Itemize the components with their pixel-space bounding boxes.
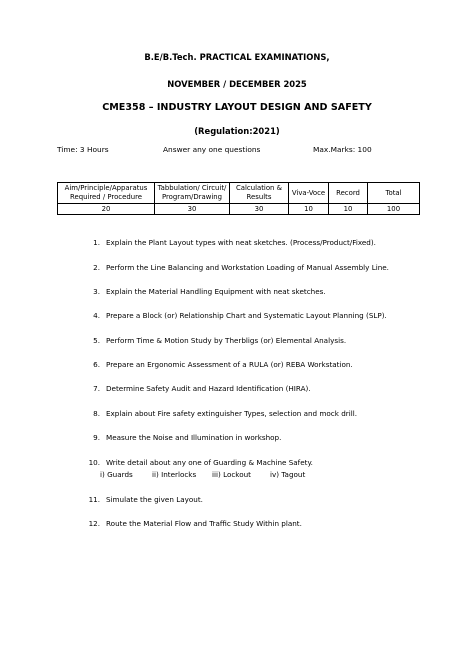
- question-4: [86, 311, 387, 320]
- header-cell-record: Record: [329, 183, 368, 204]
- marks-aim: 20: [58, 204, 155, 215]
- header-cell-total: Total: [368, 183, 420, 204]
- option-guards: i) Guards: [100, 470, 133, 479]
- option-interlocks: ii) Interlocks: [152, 470, 197, 479]
- option-lockout: iii) Lockout: [212, 470, 251, 479]
- table-header-row: [58, 183, 420, 204]
- question-text: Write detail about any one of Guarding & Machine Safety.: [106, 458, 313, 467]
- question-text: Measure the Noise and Illumination in workshop.: [106, 433, 282, 442]
- marks-viva: 10: [289, 204, 329, 215]
- question-9: [86, 433, 281, 442]
- question-text: Perform the Line Balancing and Workstation Loading of Manual Assembly Line.: [106, 263, 389, 272]
- question-number: 10.: [88, 458, 100, 467]
- question-8: [86, 409, 357, 418]
- question-number: 9.: [93, 433, 100, 442]
- question-6: [86, 360, 353, 369]
- marks-calculation: 30: [230, 204, 289, 215]
- question-2: [86, 263, 389, 272]
- question-12: [86, 519, 302, 528]
- marks-distribution-table: [57, 182, 420, 215]
- exam-title: B.E/B.Tech. PRACTICAL EXAMINATIONS,: [144, 52, 330, 62]
- question-text: Explain about Fire safety extinguisher Types, selection and mock drill.: [106, 409, 357, 418]
- question-10-options: [100, 470, 305, 479]
- option-tagout: iv) Tagout: [270, 470, 306, 479]
- question-number: 5.: [93, 336, 100, 345]
- question-text: Prepare a Block (or) Relationship Chart and Systematic Layout Planning (SLP).: [106, 311, 387, 320]
- exam-duration: Time: 3 Hours: [57, 145, 109, 154]
- question-5: [86, 336, 346, 345]
- header-cell-aim: Aim/Principle/Apparatus Required / Procedure: [58, 183, 155, 204]
- marks-total: 100: [368, 204, 420, 215]
- question-7: [86, 384, 311, 393]
- table-row: [58, 204, 420, 215]
- header-cell-calculation: Calculation & Results: [230, 183, 289, 204]
- question-number: 7.: [93, 384, 100, 393]
- question-number: 6.: [93, 360, 100, 369]
- header-cell-tabulation: Tabbulation/ Circuit/ Program/Drawing: [155, 183, 230, 204]
- question-10: [86, 458, 313, 467]
- question-number: 1.: [93, 238, 100, 247]
- exam-instruction: Answer any one questions: [163, 145, 261, 154]
- header-cell-viva: Viva-Voce: [289, 183, 329, 204]
- question-number: 11.: [88, 495, 100, 504]
- question-text: Route the Material Flow and Traffic Study Within plant.: [106, 519, 302, 528]
- question-text: Simulate the given Layout.: [106, 495, 203, 504]
- marks-record: 10: [329, 204, 368, 215]
- question-text: Explain the Material Handling Equipment with neat sketches.: [106, 287, 326, 296]
- question-text: Determine Safety Audit and Hazard Identification (HIRA).: [106, 384, 311, 393]
- max-marks: Max.Marks: 100: [313, 145, 372, 154]
- course-title: CME358 – INDUSTRY LAYOUT DESIGN AND SAFETY: [102, 102, 372, 113]
- question-11: [86, 495, 203, 504]
- question-text: Explain the Plant Layout types with neat sketches. (Process/Product/Fixed).: [106, 238, 376, 247]
- question-text: Perform Time & Motion Study by Therbligs (or) Elemental Analysis.: [106, 336, 347, 345]
- question-number: 3.: [93, 287, 100, 296]
- question-3: [86, 287, 326, 296]
- question-text: Prepare an Ergonomic Assessment of a RULA (or) REBA Workstation.: [106, 360, 353, 369]
- exam-session: NOVEMBER / DECEMBER 2025: [167, 79, 307, 89]
- marks-tabulation: 30: [155, 204, 230, 215]
- question-number: 2.: [93, 263, 100, 272]
- question-number: 12.: [88, 519, 100, 528]
- question-1: [86, 238, 376, 247]
- question-number: 4.: [93, 311, 100, 320]
- regulation: (Regulation:2021): [194, 126, 280, 136]
- question-number: 8.: [93, 409, 100, 418]
